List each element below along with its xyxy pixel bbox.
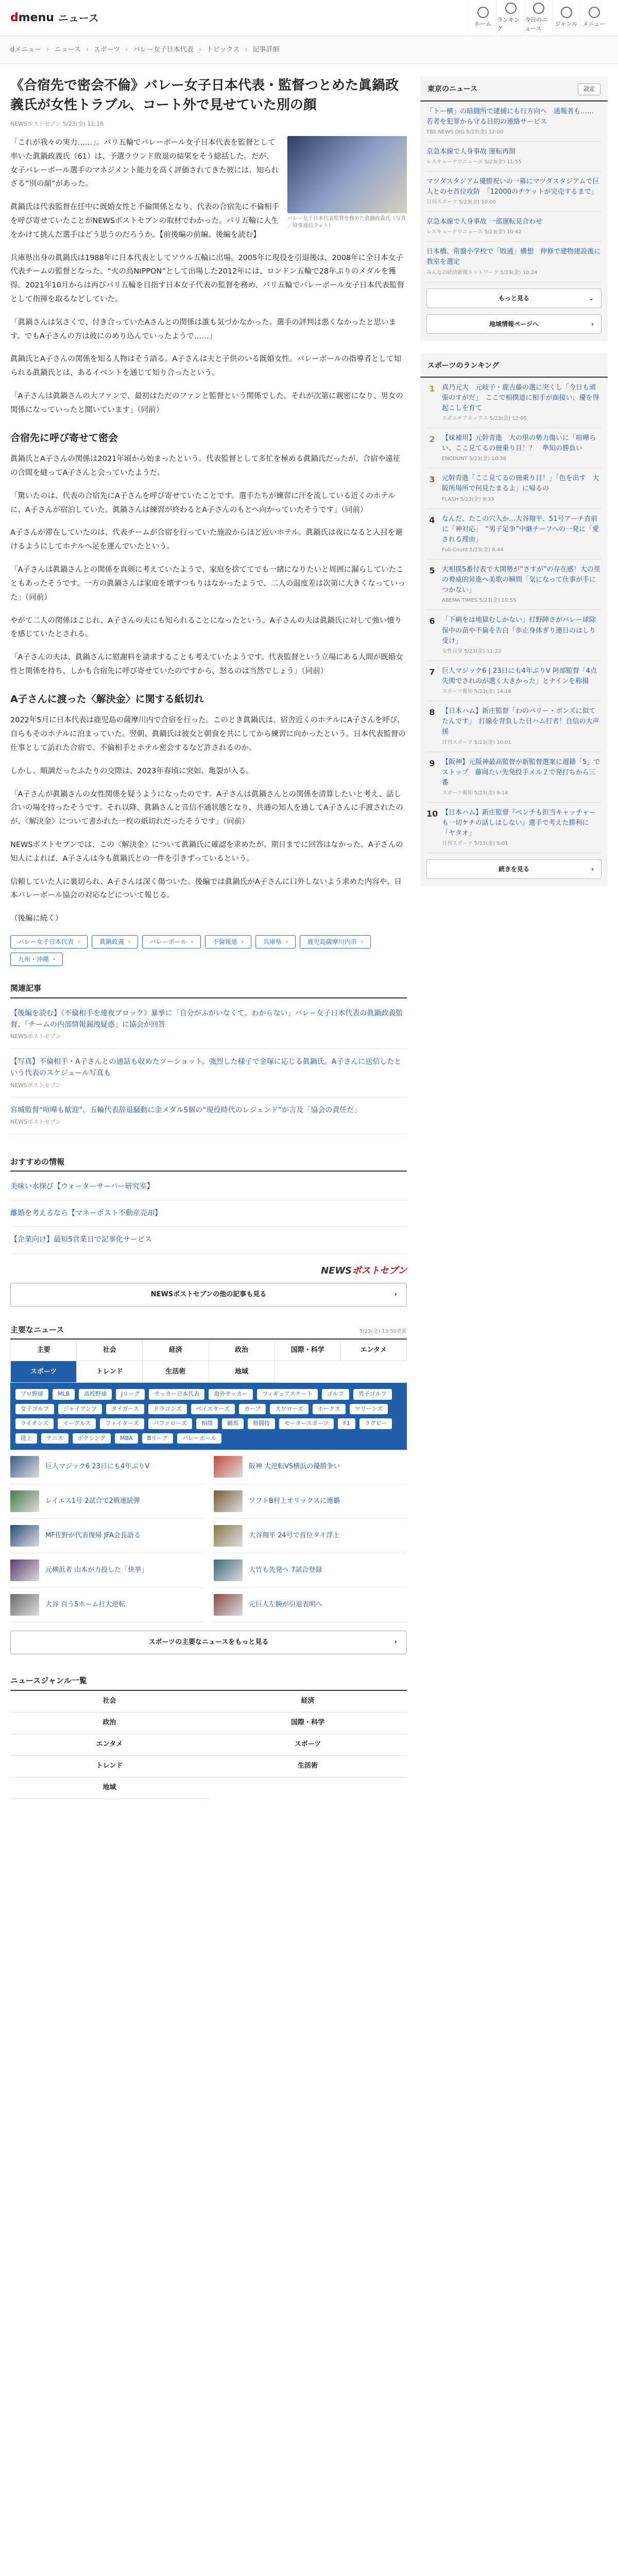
- header-nav-crown[interactable]: [496, 0, 524, 36]
- subcategory-chip[interactable]: テニス: [41, 1433, 68, 1444]
- tokyo-news-item[interactable]: [426, 212, 602, 242]
- chevron-right-icon: ›: [191, 939, 193, 945]
- tokyo-news-title: 日本橋、常盤小学校で「敗通」構想 伸修で建物建設後に教室を選定: [426, 248, 601, 266]
- mainnews-updated: 5/23(金) 13:50更新: [359, 1329, 407, 1335]
- breadcrumb-item[interactable]: ニュース: [54, 45, 81, 54]
- article-paragraph: 信頼していた人に裏切られ、A子さんは深く傷ついた。後編では眞鍋氏がA子さんに口外しないよう求めた内容や、日本バレーボール協会の対応などについて報じる。: [10, 877, 402, 900]
- recommend-item[interactable]: [10, 1200, 407, 1227]
- ranking-title: 【日本ハム】新庄監督「わのバリー・ボンズに似てたんです」 打線を背負した日ハム打者！自信の大声援: [442, 707, 599, 736]
- tokyo-news-item[interactable]: [426, 101, 602, 142]
- recommend-title: おすすめの情報: [10, 1153, 407, 1172]
- sport-news-tiles: [10, 1450, 407, 1622]
- article-paragraph: （後編に続く）: [10, 914, 63, 923]
- source-more-button[interactable]: [10, 1283, 407, 1307]
- topic-tag-label: バレー女子日本代表: [18, 938, 74, 945]
- breadcrumb: [0, 36, 618, 64]
- chevron-right-icon: ›: [53, 956, 56, 962]
- sport-news-tile[interactable]: [10, 1484, 203, 1519]
- article-paragraph: 兵庫県出身の眞鍋氏は1988年に日本代表としてソウル五輪に出場。2005年に現役を引退後は、2008年に全日本女子代表チームの監督となった。“火の鳥NIPPON”として出場した2012年には、ロンドン五輪で28年ぶりのメダルを獲得。2021年10月からは再びパリ五輪を目指す日本女子代表の監督を務め、パリ五輪でバレーボール女子日本代表監督として指揮を取るなどしていた。: [10, 253, 404, 303]
- related-item[interactable]: [10, 1097, 407, 1134]
- subcategory-chip[interactable]: フィギュアスケート: [257, 1389, 318, 1400]
- sport-news-title: 巨人マジック6 23日にも4年ぶりV: [45, 1463, 150, 1471]
- ranking-content: [442, 514, 602, 554]
- chevron-right-icon: ›: [394, 1290, 397, 1298]
- subcategory-chip[interactable]: ドラゴンズ: [148, 1404, 187, 1415]
- ranking-content: [442, 473, 602, 503]
- news-thumbnail: [10, 1490, 39, 1512]
- related-title: 関連記事: [10, 979, 407, 998]
- logo-menu: menu: [18, 11, 54, 24]
- subcategory-chip[interactable]: 格闘技: [248, 1418, 275, 1429]
- header-nav-grid[interactable]: [552, 0, 580, 36]
- ranking-content: [442, 706, 602, 746]
- topic-tag[interactable]: [300, 935, 371, 948]
- tokyo-news-title: 東京のニュース: [427, 84, 478, 93]
- breadcrumb-item[interactable]: トピックス: [206, 45, 240, 54]
- subcategory-chip[interactable]: ベイスターズ: [191, 1404, 235, 1415]
- ranking-item[interactable]: [426, 378, 602, 428]
- topic-tag[interactable]: [142, 935, 201, 948]
- region-page-button[interactable]: [426, 314, 602, 334]
- mainnews-header: [10, 1324, 407, 1340]
- sport-news-tile[interactable]: [214, 1450, 407, 1484]
- topic-tags: [10, 935, 407, 966]
- subcategory-chip[interactable]: Bリーグ: [142, 1433, 174, 1444]
- sport-news-tile[interactable]: [214, 1553, 407, 1588]
- calendar-icon: [533, 3, 544, 14]
- tokyo-news-source: レスキューナウニュース 5/23(金) 10:42: [426, 229, 522, 235]
- topic-tag-label: 眞鍋政義: [99, 938, 125, 945]
- header-nav-menu[interactable]: [580, 0, 608, 36]
- chevron-right-icon: ›: [394, 1638, 397, 1647]
- news-thumbnail: [214, 1560, 243, 1581]
- subcategory-chip[interactable]: ラグビー: [359, 1418, 392, 1429]
- recommend-list: [10, 1174, 407, 1253]
- ranking-title: 真乃元大 元岐子・鹿吉藤の選に突くし「今日も頑張のすがだ」 ここで相撲道に相手が面接い、優を得起こしを育て: [442, 383, 599, 412]
- home-icon: [477, 7, 489, 18]
- ranking-number: 6: [429, 616, 435, 626]
- ranking-source: 女性自身 5/23(金) 11:22: [442, 648, 502, 654]
- topic-tag-label: 兵庫県: [263, 938, 282, 945]
- subcategory-chip[interactable]: カープ: [239, 1404, 266, 1415]
- ranking-number: 8: [429, 707, 435, 718]
- sports-more-label: スポーツの主要なニュースをもっと見る: [148, 1638, 269, 1647]
- article-body: [10, 136, 407, 926]
- tokyo-news-source: レスキューナウニュース 5/23(金) 11:55: [426, 159, 522, 165]
- sport-news-tile[interactable]: [10, 1588, 203, 1622]
- ranking-title: 大相撲5番付表で大関勢が“さすが”の存在感！大の里の脅威的昇進へ美歌の瞬間「気になって仕事が手につかない」: [442, 566, 600, 595]
- category-tab[interactable]: 国際・科学: [275, 1340, 341, 1361]
- main-column: [10, 76, 407, 1799]
- category-tab[interactable]: エンタメ: [341, 1340, 407, 1361]
- subcategory-chip[interactable]: ボクシング: [73, 1433, 111, 1444]
- header-nav: [469, 0, 608, 36]
- tokyo-more-button[interactable]: [426, 289, 602, 308]
- ranking-item[interactable]: [426, 468, 602, 509]
- ranking-number: 5: [429, 566, 435, 576]
- sport-news-title: MF佐野が代表復帰 JFA会長語る: [45, 1532, 141, 1540]
- ranking-title: なんだ、たこの穴入か…大谷翔平、51号アーチ直前に「神対応」 “男子足争”中継チーフへの一発に「愛される理由」: [442, 515, 599, 544]
- topic-tag[interactable]: [92, 935, 138, 948]
- ranking-title: スポーツのランキング: [427, 361, 500, 370]
- ranking-content: [442, 666, 602, 696]
- region-setting-button[interactable]: 設定: [578, 83, 600, 95]
- category-tab[interactable]: 社会: [77, 1340, 143, 1361]
- ranking-source: Full-Count 5/23(金) 8:44: [442, 547, 504, 553]
- related-item-source: NEWSポストセブン: [10, 1033, 61, 1040]
- recommend-item-title: 【企業向け】最短5営業日で記事化サービス: [10, 1235, 152, 1244]
- header-nav-home[interactable]: [469, 0, 496, 36]
- sport-subcategories: [10, 1383, 407, 1450]
- menu-icon: [589, 7, 600, 18]
- topic-tag[interactable]: [10, 953, 63, 966]
- photo-caption: バレー女子日本代表監督を務めた眞鍋政義氏（写真／時事通信フォト）: [287, 215, 406, 229]
- ranking-source: FLASH 5/23(金) 9:33: [442, 496, 494, 502]
- sport-news-title: 阪神 大逆転VS横浜の優勝争い: [249, 1463, 340, 1471]
- article-paragraph: 眞鍋氏とA子さんの関係は2021年頃から始まったという。代表監督として多忙を極める眞鍋氏だったが、合宿や遠征の合間を縫ってA子さんと会っていたようだ。: [10, 455, 401, 477]
- ranking-title: 【日本ハム】新庄監督『ベンチも担当キャッチャーも一切ケチの話しはしない』選手で考えた勝利に「ヤタオ」: [442, 809, 596, 838]
- subcategory-chip[interactable]: スワローズ: [270, 1404, 308, 1415]
- subcategory-chip[interactable]: モータースポーツ: [279, 1418, 334, 1429]
- subcategory-chip[interactable]: 競馬: [222, 1418, 244, 1429]
- article-paragraph: A子さんが滞在していたのは、代表チームが合宿を行っていた施設からほど近いホテル。眞鍋氏は夜になると人目を避けるようにしてホテルへ足を運んでいたという。: [10, 529, 403, 551]
- recommend-item[interactable]: [10, 1174, 407, 1200]
- related-item[interactable]: [10, 1001, 407, 1049]
- category-tabs: [10, 1340, 407, 1383]
- subcategory-chip[interactable]: 男子ゴルフ: [353, 1389, 392, 1400]
- genre-link[interactable]: 地域: [10, 1777, 209, 1799]
- sport-news-tile[interactable]: [10, 1553, 203, 1588]
- article-paragraph: 「A子さんは眞鍋さんの大ファンで、最初はただのファンと監督という関係でした。それが次第に親密になり、男女の関係になっていったと聞いています」（同前）: [10, 392, 404, 414]
- subcategory-chip[interactable]: サッカー日本代表: [149, 1389, 204, 1400]
- chevron-right-icon: ›: [128, 939, 131, 945]
- chevron-right-icon: ›: [78, 939, 80, 945]
- subcategory-chip[interactable]: MBA: [115, 1433, 138, 1444]
- sport-news-tile[interactable]: [10, 1519, 203, 1553]
- tokyo-more-label: もっと見る: [498, 294, 529, 302]
- topic-tag-label: 鹿児島薩摩川内市: [307, 938, 357, 945]
- ranking-title: 元幹青進「ここ見てるの冊乗り目！」「色を出す 大阪所場所で何見たまるよ」に帰るの: [442, 474, 599, 493]
- ranking-item[interactable]: [426, 509, 602, 560]
- article-figure[interactable]: [287, 136, 407, 230]
- category-tab[interactable]: 政治: [209, 1340, 275, 1361]
- tokyo-news-title: マツダスタジアム優勝祝いの一幕にマツダスタジアムで巨人とのセ首位攻防 「12000のチケットが完売するまで」: [426, 177, 599, 196]
- subcategory-chip[interactable]: MLB: [53, 1389, 75, 1400]
- chevron-right-icon: ›: [360, 939, 363, 945]
- sport-news-tile[interactable]: [214, 1588, 407, 1622]
- ranking-number: 10: [426, 809, 438, 819]
- category-tab[interactable]: スポーツ: [11, 1361, 77, 1383]
- ranking-header: [420, 353, 608, 378]
- ranking-source: ENCOUNT 5/23(金) 10:38: [442, 456, 506, 462]
- tokyo-news-header: [420, 76, 608, 101]
- subcategory-chip[interactable]: ホークス: [313, 1404, 346, 1415]
- sport-news-tile[interactable]: [214, 1484, 407, 1519]
- tokyo-news-source: みんなの経済新聞ネットワーク 5/23(金) 10:24: [426, 269, 538, 276]
- tokyo-news-title: 「トー横」の暗闘所で逮捕にも行方向へ 通報者も…… 若者を犯罪から守る目的の連絡サービス: [426, 107, 601, 126]
- ranking-source: 日刊スポーツ 5/23(金) 10:01: [442, 739, 512, 745]
- category-tab[interactable]: トレンド: [77, 1361, 143, 1383]
- logo-news: ニュース: [58, 11, 99, 24]
- article-paragraph: しかし、順調だったふたりの交際は、2023年春頃に突如、亀裂が入る。: [10, 767, 253, 775]
- sport-news-title: 大竹も先発へ 7試合登録: [249, 1566, 322, 1574]
- breadcrumb-separator-icon: ›: [125, 45, 128, 54]
- subcategory-chip[interactable]: ジャイアンツ: [58, 1404, 102, 1415]
- ranking-title: 巨人マジック6 | 23日にも4年ぶりV 阿部監督「4点失関でされのが選く大きかった」とナインを称揚: [442, 667, 597, 686]
- ranking-content: [442, 433, 602, 463]
- ranking-more-label: 続きを見る: [498, 866, 529, 873]
- breadcrumb-item: 記事詳細: [252, 45, 280, 54]
- article-photo[interactable]: [287, 136, 407, 213]
- chevron-right-icon: ›: [591, 866, 594, 873]
- sport-news-title: 大谷翔平 24号で首位タイ浮上: [249, 1532, 340, 1540]
- ranking-number: 1: [429, 383, 435, 394]
- ranking-content: [442, 565, 602, 604]
- related-item-title: 宮城監督“喧嘩も歓迎”、五輪代表辞退騒動に金メダル5個の“現役時代のレジェンド”が言及「協会の責任だ」: [10, 1106, 362, 1115]
- ranking-item[interactable]: [426, 701, 602, 752]
- subcategory-chip[interactable]: イーグルス: [58, 1418, 96, 1429]
- breadcrumb-item[interactable]: dメニュー: [10, 45, 42, 54]
- news-thumbnail: [214, 1490, 243, 1512]
- genre-link[interactable]: スポーツ: [209, 1734, 407, 1756]
- chevron-right-icon: ›: [241, 939, 244, 945]
- tokyo-news-item[interactable]: [426, 242, 602, 282]
- genre-link[interactable]: エンタメ: [10, 1734, 209, 1756]
- subcategory-chip[interactable]: プロ野球: [15, 1389, 48, 1400]
- site-header: [0, 0, 618, 36]
- ranking-title: 【阪神】元阪神最高監督が新監督選案に週籍「5」でストップ 藤岡たい先発投手メル２で発打ちから三番: [442, 758, 600, 787]
- sidebar: [420, 76, 608, 1799]
- topic-tag-label: バレーボール: [150, 938, 187, 945]
- ranking-content: [442, 808, 602, 848]
- tokyo-news-title: 京急本線で人身事故 運転再開: [426, 147, 516, 156]
- ranking-content: [442, 615, 602, 655]
- tokyo-news-item[interactable]: [426, 172, 602, 212]
- subcategory-chip[interactable]: バファローズ: [148, 1418, 192, 1429]
- subcategory-chip[interactable]: ライオンズ: [15, 1418, 54, 1429]
- subcategory-chip[interactable]: マリーンズ: [350, 1404, 388, 1415]
- sport-news-title: ソフトB村上オリックスに連覇: [249, 1497, 340, 1505]
- article-paragraph: 「眞鍋さんは気さくで、付き合っていたAさんとの関係は誰も気づかなかった。選手の評判は悪くなかったと思います。でもA子さんの方は彼にのめり込んでいったようで……」: [10, 318, 397, 341]
- genre-link[interactable]: 国際・科学: [209, 1713, 407, 1734]
- dmenu-logo[interactable]: [10, 9, 99, 26]
- sports-more-button[interactable]: [10, 1631, 407, 1654]
- crown-icon: [505, 3, 517, 14]
- subcategory-chip[interactable]: Jリーグ: [116, 1389, 145, 1400]
- article-paragraph: 眞鍋氏は代表監督在任中に既婚女性と不倫関係となり、代表の合宿先に不倫相手を呼び寄せていたことがNEWSポストセブンの取材でわかった。パリ五輪に人生をかけて挑んだ選手はどう思うのだろうか。【前後編の前編。後編を読む】: [10, 203, 279, 239]
- sport-news-title: レイエス1号 2試合で2戦連続弾: [45, 1497, 140, 1505]
- category-tab[interactable]: 地域: [209, 1361, 275, 1383]
- recommend-item-title: 離婚を考えるなら【マネーポスト不動産売却】: [10, 1209, 162, 1217]
- ranking-source: 日刊スポーツ 5/23(金) 5:01: [442, 841, 508, 847]
- article-paragraph: やがて二人の関係はこじれ、A子さんの夫にも知られることになったという。A子さんの夫は眞鍋氏に対して強い憤りを感じていたとされる。: [10, 616, 402, 639]
- chevron-right-icon: ›: [591, 320, 594, 328]
- article-paragraph: 「驚いたのは、代表の合宿先にA子さんを呼び寄せていたことです。選手たちが練習に汗を流している近くのホテルに、A子さんが宿泊していた。眞鍋さんは練習が終わるとA子さんのもとへ向かっていたそうです」（同前）: [10, 492, 396, 514]
- news-thumbnail: [10, 1560, 39, 1581]
- mainnews-title: 主要なニュース: [10, 1325, 64, 1334]
- header-nav-calendar[interactable]: [524, 0, 552, 36]
- ranking-list: [420, 378, 608, 854]
- ranking-number: 9: [429, 758, 435, 768]
- genre-link[interactable]: 政治: [10, 1713, 209, 1734]
- ranking-item[interactable]: [426, 610, 602, 660]
- recommend-item[interactable]: [10, 1227, 407, 1253]
- chevron-down-icon: ⌄: [588, 294, 594, 302]
- subcategory-chip[interactable]: タイガース: [106, 1404, 144, 1415]
- article-meta: NEWSポストセブン 5/23(金) 11:16: [10, 121, 104, 128]
- related-item-title: 【写真】不倫相手・A子さんとの通話も収めたツーショット。強烈した様子で金塚に応じる眞鍋氏。A子さんに送信したという代表のスケジュール写真も: [10, 1057, 402, 1078]
- ranking-item[interactable]: [426, 560, 602, 610]
- ranking-number: 4: [429, 515, 435, 525]
- topic-tag[interactable]: [255, 935, 296, 948]
- sport-news-tile[interactable]: [214, 1519, 407, 1553]
- news-thumbnail: [214, 1594, 243, 1616]
- genre-link[interactable]: 生活術: [209, 1756, 407, 1777]
- ranking-item[interactable]: [426, 752, 602, 803]
- news-thumbnail: [214, 1525, 243, 1547]
- news-thumbnail: [214, 1456, 243, 1478]
- article-paragraph: 「A子さんが眞鍋さんの女性関係を疑うようになったのです。A子さんは眞鍋さんとの関係を清算したいと考え、話し合いの場を持ったそうです。それ以降、眞鍋さんと音信不通状態となり、共通の知人を通してA子さんに手渡されたのが、〈解決金〉について書かれた一枚の紙切れだったそうです」（同前）: [10, 790, 403, 826]
- subcategory-chip[interactable]: F1: [338, 1418, 355, 1429]
- chevron-right-icon: ›: [285, 939, 288, 945]
- news-thumbnail: [10, 1456, 39, 1478]
- category-tab[interactable]: 経済: [143, 1340, 209, 1361]
- ranking-item[interactable]: [426, 428, 602, 468]
- subcategory-chip[interactable]: ファイターズ: [100, 1418, 144, 1429]
- related-item-source: NEWSポストセブン: [10, 1081, 61, 1089]
- genre-link[interactable]: 社会: [10, 1691, 209, 1713]
- grid-icon: [561, 7, 572, 18]
- subcategory-chip[interactable]: 海外サッカー: [209, 1389, 253, 1400]
- tokyo-news-title: 京急本線で人身事故 一部運転見合わせ: [426, 218, 543, 226]
- ranking-more-button[interactable]: [426, 859, 602, 879]
- breadcrumb-separator-icon: ›: [46, 45, 49, 54]
- news-thumbnail: [10, 1594, 39, 1616]
- ranking-source: スポーツ報知 5/23(金) 14:16: [442, 689, 512, 695]
- article-paragraph: 「A子さんの夫は、眞鍋さんに慰謝料を請求することも考えていたようです。代表監督という立場にある人間が既婚女性と関係を持ち、しかも合宿先に呼び寄せていたのですから、怒るのは当然でしょう」（同前）: [10, 653, 403, 675]
- source-more-label: NEWSポストセブンの他の記事も見る: [150, 1290, 267, 1298]
- topic-tag-label: 不倫報道: [212, 938, 237, 945]
- breadcrumb-item[interactable]: バレー女子日本代表: [133, 45, 194, 54]
- article-paragraph: NEWSポストセブンでは、この〈解決金〉について眞鍋氏に確認を求めたが、期日までに回答はなかった。A子さんの知人によれば、A子さんは今も眞鍋氏との一件を引きずっているという。: [10, 840, 403, 863]
- ranking-number: 3: [429, 474, 435, 485]
- ranking-number: 7: [429, 667, 435, 677]
- genre-link[interactable]: 経済: [209, 1691, 407, 1713]
- header-nav-label: ランキング: [497, 16, 520, 32]
- sport-news-title: 元巨人左腕が引退表明へ: [249, 1601, 323, 1609]
- genre-link[interactable]: トレンド: [10, 1756, 209, 1777]
- tokyo-news-box: [420, 76, 608, 341]
- article-title: 《合宿先で密会不倫》バレー女子日本代表・監督つとめた眞鍋政義氏が女性トラブル、コート外で見せていた別の顔: [10, 78, 399, 113]
- category-tab[interactable]: 主要: [11, 1340, 77, 1361]
- article-paragraph: 眞鍋氏とA子さんの関係を知る人物はそう語る。A子さんは夫と子供のいる既婚女性。バレーボールの指導者として知られる眞鍋氏とは、あるイベントを通じて知り合ったという。: [10, 355, 402, 378]
- subcategory-chip[interactable]: ゴルフ: [322, 1389, 349, 1400]
- genre-list: [10, 1691, 407, 1799]
- ranking-source: スポニチアネックス 5/23(金) 12:05: [442, 416, 527, 422]
- related-list: [10, 1001, 407, 1134]
- category-tab[interactable]: 生活術: [143, 1361, 209, 1383]
- news-thumbnail: [10, 1525, 39, 1547]
- recommend-item-title: 美味い水探び【ウォーターサーバー研究室】: [10, 1182, 154, 1191]
- header-nav-label: メニュー: [582, 21, 606, 28]
- ranking-source: ABEMA TIMES 5/23(金) 10:55: [442, 598, 517, 604]
- genre-title: ニュースジャンル一覧: [10, 1672, 407, 1691]
- subcategory-chip[interactable]: 女子ゴルフ: [15, 1404, 54, 1415]
- sport-news-tile[interactable]: [10, 1450, 203, 1484]
- ranking-title: 【妹補用】元幹青進 大の里の勢力傷いに「喧嘩らい、ここ見てるの冊乗り目！？ 準知の勝負い: [442, 434, 596, 453]
- subcategory-chip[interactable]: バレーボール: [177, 1433, 221, 1444]
- related-item-title: 【後編を読む】《不倫相手を連夜ブロック》暴挙に「自分がふがいなくて、わからない」バレー女子日本代表の眞鍋政義監督、「チームの内部情報漏洩疑惑」に協会が回答: [10, 1009, 403, 1029]
- breadcrumb-separator-icon: ›: [85, 45, 89, 54]
- topic-tag[interactable]: [10, 935, 88, 948]
- breadcrumb-separator-icon: ›: [198, 45, 201, 54]
- ranking-item[interactable]: [426, 661, 602, 701]
- ranking-content: [442, 757, 602, 797]
- article-paragraph: 「A子さんは眞鍋さんとの関係を真剣に考えていたようで、家庭を捨ててでも一緒になりたいと周囲に漏らしていたこともあったそうです。一方の眞鍋さんは家庭を壊すつもりはなかったようで、二人の温度差は次第に大きくなっていった」（同前）: [10, 566, 405, 602]
- header-nav-label: ホーム: [474, 21, 491, 28]
- header-nav-label: 今日のニュース: [525, 16, 547, 32]
- topic-tag-label: 九州・沖縄: [18, 956, 49, 963]
- article-paragraph: 2022年5月に日本代表は鹿児島の薩摩川内で合宿を行った。このとき眞鍋氏は、宿舎近くのホテルにA子さんを呼び、自らもそのホテルに泊まっていた。翌朝、眞鍋氏は彼女と朝食を共にしてから練習に向かったという。日本代表監督の仕事として訪れた合宿で、不倫相手とホテル密会するなど許されるのか。: [10, 716, 406, 752]
- related-item-source: NEWSポストセブン: [10, 1118, 61, 1126]
- source-logo[interactable]: NEWSポストセブン: [321, 1265, 407, 1276]
- tokyo-news-source: TBS NEWS DIG 5/23(金) 12:00: [426, 129, 504, 135]
- header-nav-label: ジャンル: [555, 21, 578, 28]
- article-paragraph: 「これが我々の実力……」。パリ五輪でバレーボール女子日本代表を監督として率いた眞鍋政義氏（61）は、予選ラウンド敗退の結果をそう総括した。だが、女子バレーボール選手のマネジメント能力を高く評価されてきた彼には、知られざる“別の顔”があった。: [10, 138, 279, 189]
- ranking-number: 2: [429, 434, 435, 445]
- breadcrumb-item[interactable]: スポーツ: [94, 45, 121, 54]
- topic-tag[interactable]: [205, 935, 251, 948]
- sport-news-title: 元横浜者 山本が力投した「快挙」: [45, 1566, 148, 1574]
- ranking-source: スポーツ報知 5/23(金) 9:14: [442, 790, 508, 796]
- ranking-item[interactable]: [426, 803, 602, 853]
- tokyo-news-source: 日刊スポーツ 5/23(金) 10:00: [426, 199, 496, 206]
- breadcrumb-separator-icon: ›: [245, 45, 248, 54]
- related-item[interactable]: [10, 1049, 407, 1097]
- subcategory-chip[interactable]: 陸上: [15, 1433, 37, 1444]
- subcategory-chip[interactable]: 高校野球: [79, 1389, 112, 1400]
- article-subheading: 合宿先に呼び寄せて密会: [10, 432, 118, 444]
- subcategory-chip[interactable]: 相撲: [196, 1418, 218, 1429]
- tokyo-news-list: [420, 101, 608, 282]
- sport-news-title: 大谷 百う5ホーム打大逆転: [45, 1601, 126, 1609]
- region-page-label: 地域情報ページへ: [489, 320, 539, 328]
- ranking-title: 「下痢をは地獄むしかない」打野陣さがパレー球除保中の苗や不倫を告白「歩止身体ぎり連日のはしり受け」: [442, 616, 596, 645]
- ranking-box: [420, 353, 608, 887]
- ranking-content: [442, 383, 602, 422]
- article-subheading: A子さんに渡った〈解決金〉に関する紙切れ: [10, 693, 204, 705]
- logo-d: d: [10, 11, 19, 24]
- tokyo-news-item[interactable]: [426, 142, 602, 172]
